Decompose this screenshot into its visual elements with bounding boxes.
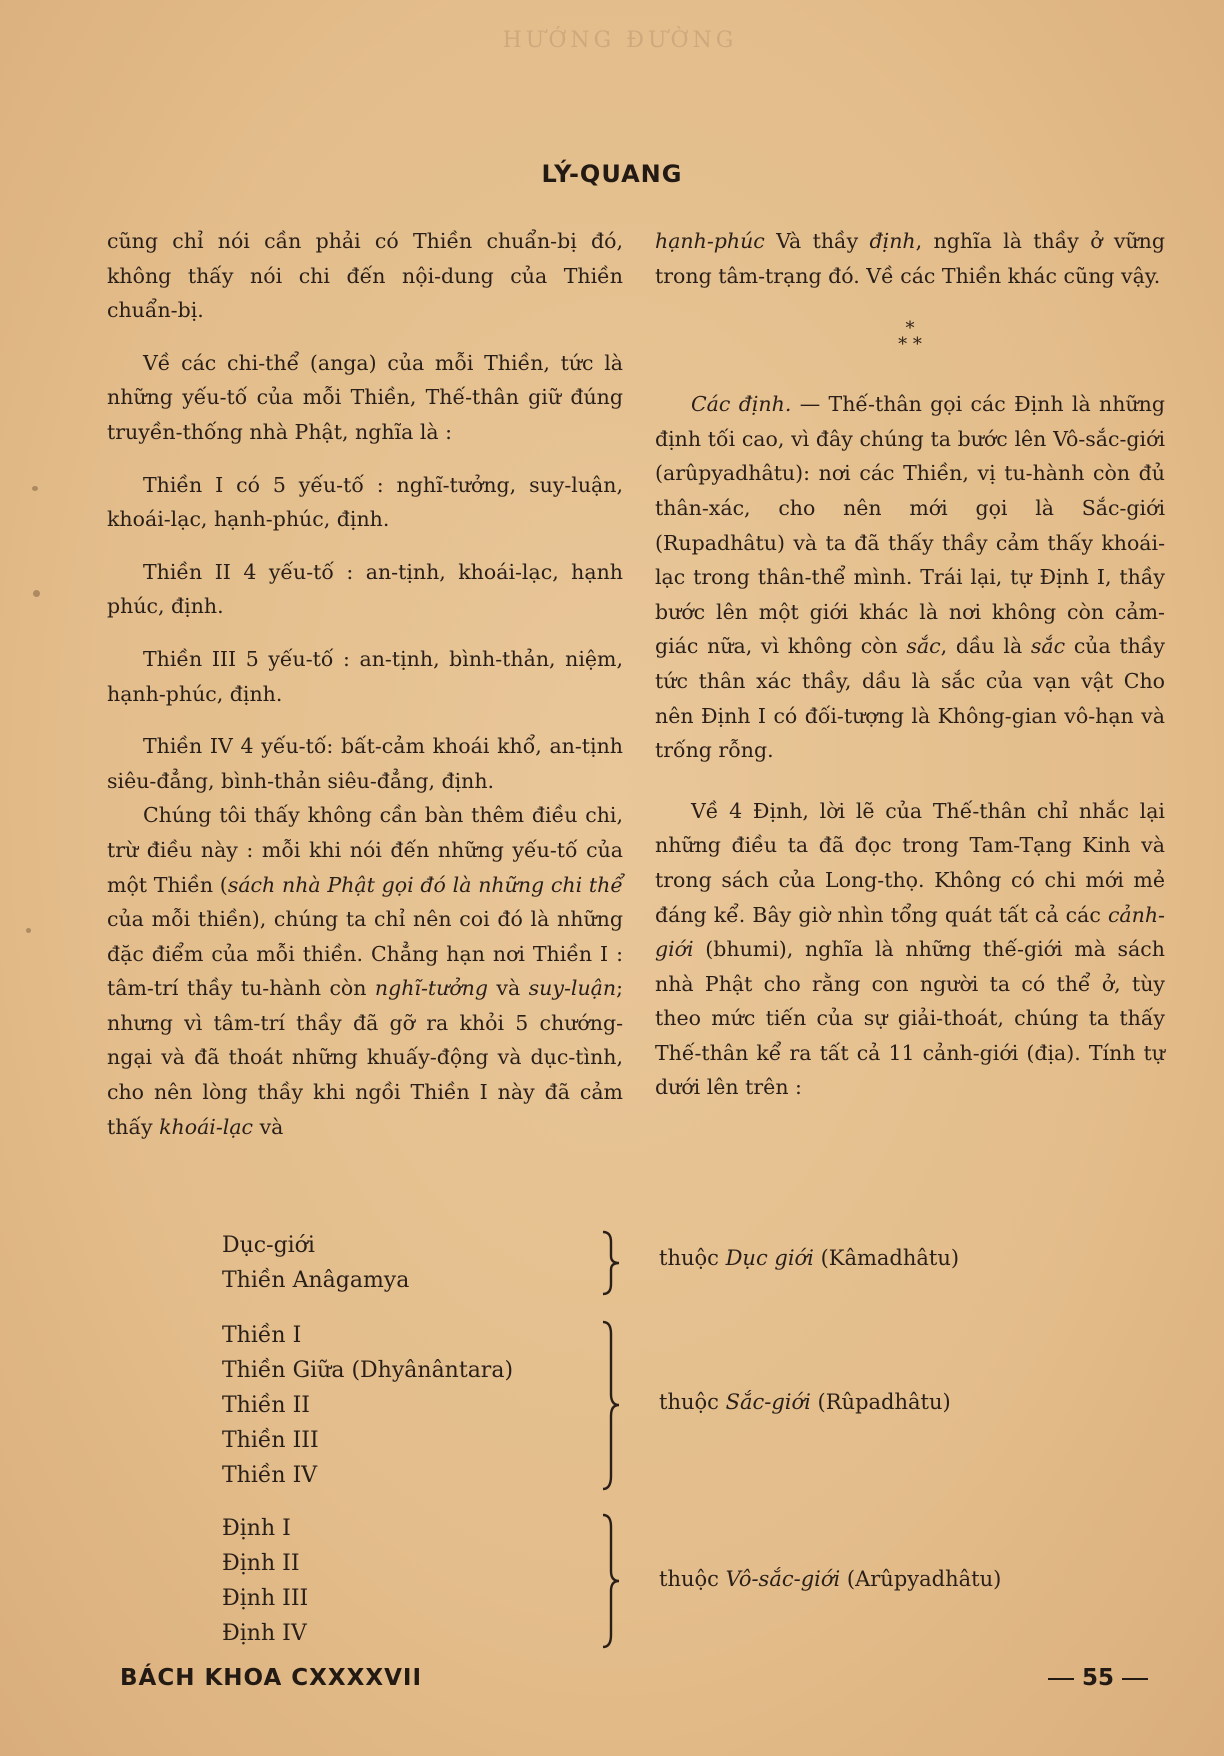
realm-label: thuộc Dục giới (Kâmadhâtu)	[659, 1246, 960, 1270]
journal-issue: BÁCH KHOA CXXXXVII	[120, 1665, 423, 1691]
realm-group	[222, 1228, 1122, 1298]
page-number: 55	[1040, 1665, 1156, 1691]
realm-label: thuộc Sắc-giới (Rûpadhâtu)	[659, 1390, 951, 1414]
brace-icon	[597, 1511, 627, 1651]
realm-item: Thiền II	[222, 1393, 310, 1418]
realm-item: Thiền Anâgamya	[222, 1268, 410, 1293]
paragraph: Thiền I có 5 yếu-tố : nghĩ-tưởng, suy-luận, khoái-lạc, hạnh-phúc, định.	[107, 472, 623, 532]
paragraph: Các định. — Thế-thân gọi các Định là những định tối cao, vì đây chúng ta bước lên Vô-sắc-giới (arûpyadhâtu): nơi các Thiền, vị tu-hành còn đủ thân-xác, cho nên mới gọi là Sắc-giới (Rupadhâtu) và ta đã thấy thầy cảm thấy khoái-lạc trong thân-thể mình. Trái lại, tự Định I, thầy bước lên một giới khác là nơi không còn cảm-giác nữa, vì không còn sắc, dầu là sắc của thầy tức thân xác thầy, dầu là sắc của vạn vật Cho nên Định I có đối-tượng là Không-gian vô-hạn và trống rỗng.	[655, 392, 1166, 763]
realm-label: thuộc Vô-sắc-giới (Arûpyadhâtu)	[659, 1567, 1002, 1591]
ink-spot	[32, 486, 38, 491]
realm-item: Dục-giới	[222, 1233, 315, 1258]
paragraph: Về các chi-thể (anga) của mỗi Thiền, tức là những yếu-tố của mỗi Thiền, Thế-thân giữ đúng truyền-thống nhà Phật, nghĩa là :	[107, 350, 623, 444]
realm-group	[222, 1318, 1122, 1493]
realm-item: Định III	[222, 1586, 309, 1611]
right-column	[655, 224, 1165, 1105]
paragraph: Thiền II 4 yếu-tố : an-tịnh, khoái-lạc, hạnh phúc, định.	[107, 559, 623, 619]
paragraph: Về 4 Định, lời lẽ của Thế-thân chỉ nhắc lại những điều ta đã đọc trong Tam-Tạng Kinh và trong sách của Long-thọ. Không có chi mới mẻ đáng kể. Bây giờ nhìn tổng quát tất cả các cảnh-giới (bhumi), nghĩa là những thế-giới mà sách nhà Phật cho rằng con người ta có thể ở, tùy theo mức tiến của sự giải-thoát, chúng ta thấy Thế-thân kể ra tất cả 11 cảnh-giới (địa). Tính tự dưới lên trên :	[655, 798, 1165, 1100]
running-head: LÝ-QUANG	[541, 160, 683, 188]
brace-icon	[597, 1228, 627, 1298]
realm-item: Thiền III	[222, 1428, 319, 1453]
realm-item: Thiền I	[222, 1323, 302, 1348]
ink-spot	[33, 590, 40, 597]
paragraph: hạnh-phúc Và thầy định, nghĩa là thầy ở vững trong tâm-trạng đó. Về các Thiền khác cũng vậy.	[655, 229, 1165, 288]
paragraph: Thiền III 5 yếu-tố : an-tịnh, bình-thản, niệm, hạnh-phúc, định.	[107, 646, 623, 706]
realm-item: Định IV	[222, 1621, 307, 1646]
realm-group	[222, 1511, 1122, 1651]
brace-icon	[597, 1318, 627, 1493]
left-column	[107, 224, 623, 1144]
ink-spot	[26, 928, 31, 933]
realms-table	[222, 1228, 1122, 1651]
realm-item: Định I	[222, 1516, 291, 1541]
paragraph: cũng chỉ nói cần phải có Thiền chuẩn-bị đó, không thấy nói chi đến nội-dung của Thiền chuẩn-bị.	[107, 229, 623, 323]
section-separator: * * *	[898, 318, 922, 356]
paragraph: Thiền IV 4 yếu-tố: bất-cảm khoái khổ, an-tịnh siêu-đẳng, bình-thản siêu-đẳng, định.	[107, 734, 623, 793]
paragraph: Chúng tôi thấy không cần bàn thêm điều chi, trừ điều này : mỗi khi nói đến những yếu-tố của một Thiền (sách nhà Phật gọi đó là những chi thể của mỗi thiền), chúng ta chỉ nên coi đó là những đặc điểm của mỗi thiền. Chẳng hạn nơi Thiền I : tâm-trí thầy tu-hành còn nghĩ-tưởng và suy-luận; nhưng vì tâm-trí thầy đã gỡ ra khỏi 5 chướng-ngại và đã thoát những khuấy-động và dục-tình, cho nên lòng thầy khi ngồi Thiền I này đã cảm thấy khoái-lạc và	[107, 803, 623, 1139]
realm-item: Định II	[222, 1551, 300, 1576]
realm-item: Thiền Giữa (Dhyânântara)	[222, 1358, 514, 1383]
bleed-through-text: HƯỚNG ĐƯỜNG	[502, 28, 738, 53]
realm-item: Thiền IV	[222, 1463, 318, 1488]
